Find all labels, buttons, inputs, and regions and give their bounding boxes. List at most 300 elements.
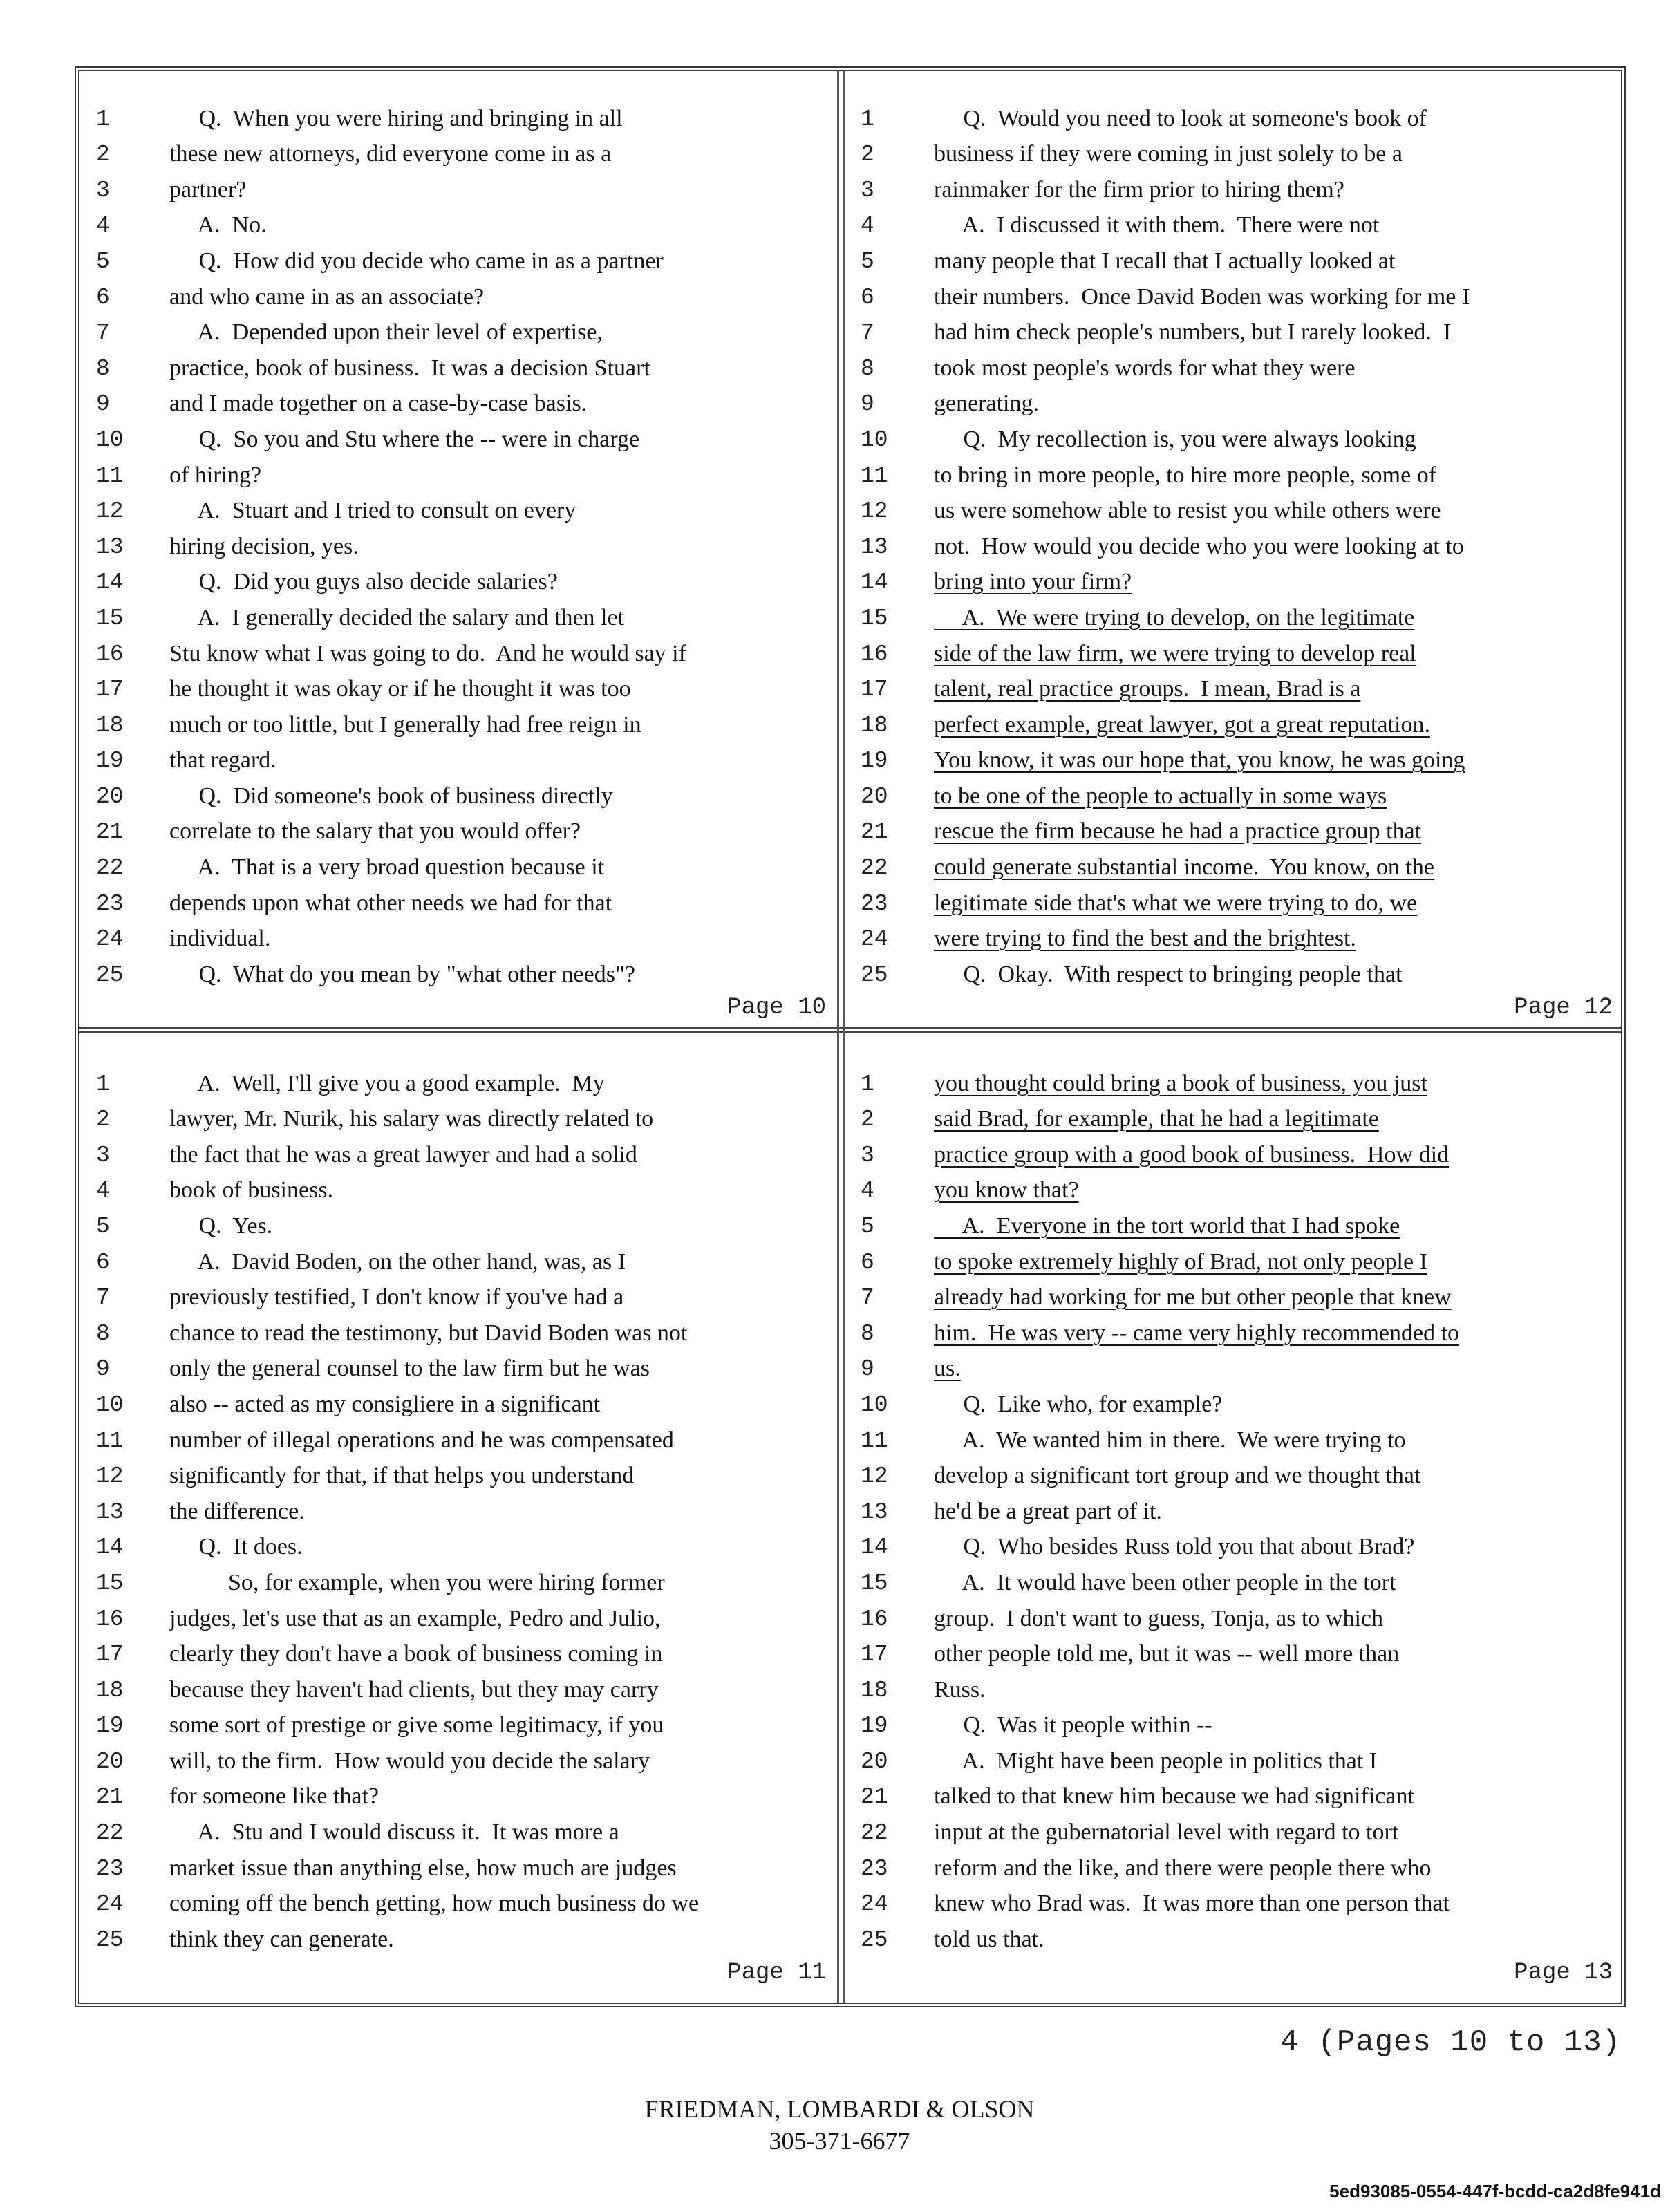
line-number: 18 <box>861 712 888 738</box>
line-text: some sort of prestige or give some legitimacy, if you <box>169 1712 664 1738</box>
transcript-line <box>86 1917 833 1953</box>
line-text: much or too little, but I generally had free reign in <box>169 711 641 738</box>
line-text: you know that? <box>934 1177 1079 1203</box>
transcript-line <box>851 1846 1620 1882</box>
line-text: Stu know what I was going to do. And he would say if <box>169 640 686 666</box>
transcript-line <box>851 1525 1620 1561</box>
transcript-line <box>851 1132 1620 1168</box>
page-summary: 4 (Pages 10 to 13) <box>1279 2025 1621 2060</box>
line-number: 8 <box>861 1320 874 1347</box>
transcript-line <box>851 1311 1620 1347</box>
transcript-line <box>851 631 1620 667</box>
line-text: and who came in as an associate? <box>169 283 485 310</box>
line-text: A. That is a very broad question because it <box>169 854 605 881</box>
transcript-line <box>851 845 1620 881</box>
line-number: 13 <box>96 534 124 560</box>
transcript-line <box>86 453 833 489</box>
line-text: the difference. <box>169 1498 305 1524</box>
line-text: A. It would have been other people in the tort <box>934 1569 1396 1595</box>
line-number: 17 <box>96 1642 124 1668</box>
line-number: 20 <box>861 783 888 809</box>
transcript-line <box>851 917 1620 953</box>
line-text: perfect example, great lawyer, got a great reputation. <box>934 711 1430 738</box>
line-text: You know, it was our hope that, you know, he was going <box>934 747 1465 774</box>
transcript-line <box>851 274 1620 310</box>
transcript-line <box>86 1738 833 1774</box>
line-number: 16 <box>861 641 888 667</box>
line-number: 1 <box>861 1071 874 1097</box>
transcript-line <box>86 1203 833 1239</box>
line-number: 14 <box>861 570 888 596</box>
line-number: 11 <box>861 462 888 489</box>
line-number: 14 <box>96 570 124 596</box>
line-text: rescue the firm because he had a practice group that <box>934 818 1422 845</box>
line-number: 25 <box>861 962 888 988</box>
document-id: 5ed93085-0554-447f-bcdd-ca2d8fe941d <box>1329 2181 1661 2202</box>
transcript-line <box>851 453 1620 489</box>
line-number: 18 <box>861 1677 888 1703</box>
line-text: Q. Okay. With respect to bringing people that <box>934 961 1403 987</box>
transcript-line <box>86 1774 833 1810</box>
line-text: you thought could bring a book of business, you just <box>934 1070 1427 1096</box>
transcript-line <box>86 1347 833 1382</box>
transcript-line <box>86 1846 833 1882</box>
line-number: 19 <box>96 748 124 774</box>
line-text: reform and the like, and there were people there who <box>934 1855 1432 1881</box>
horizontal-divider <box>79 1027 1621 1033</box>
line-number: 21 <box>861 819 888 845</box>
line-text: knew who Brad was. It was more than one person that <box>934 1891 1450 1917</box>
line-number: 11 <box>96 1427 124 1454</box>
transcript-line <box>851 1061 1620 1097</box>
transcript-line <box>851 1454 1620 1490</box>
line-number: 24 <box>96 1891 124 1918</box>
line-number: 4 <box>861 213 874 239</box>
line-text: side of the law firm, we were trying to develop real <box>934 640 1416 666</box>
transcript-line <box>851 132 1620 168</box>
line-text: group. I don't want to guess, Tonja, as to which <box>934 1605 1383 1631</box>
transcript-line <box>851 1168 1620 1204</box>
line-number: 1 <box>96 106 110 132</box>
line-text: depends upon what other needs we had for that <box>169 890 612 916</box>
line-text: because they haven't had clients, but they may carry <box>169 1676 659 1703</box>
line-number: 13 <box>96 1499 124 1525</box>
line-number: 25 <box>96 1927 124 1953</box>
transcript-line <box>851 203 1620 239</box>
line-text: told us that. <box>934 1926 1044 1952</box>
line-text: many people that I recall that I actually looked at <box>934 247 1396 274</box>
line-number: 6 <box>96 284 110 310</box>
transcript-line <box>86 917 833 953</box>
line-text: also -- acted as my consigliere in a significant <box>169 1391 601 1417</box>
transcript-line <box>86 382 833 418</box>
line-number: 20 <box>96 783 124 809</box>
court-reporter-phone: 305-371-6677 <box>769 2127 910 2155</box>
transcript-line <box>86 1596 833 1632</box>
line-text: partner? <box>169 176 247 203</box>
line-list <box>86 1061 833 1953</box>
line-number: 19 <box>861 1713 888 1739</box>
line-number: 11 <box>861 1427 888 1454</box>
transcript-line <box>86 1667 833 1703</box>
line-text: hiring decision, yes. <box>169 533 359 559</box>
line-text: input at the gubernatorial level with regard to tort <box>934 1819 1399 1846</box>
line-number: 24 <box>861 926 888 953</box>
line-number: 3 <box>861 1142 874 1168</box>
transcript-line <box>851 738 1620 774</box>
line-number: 2 <box>861 142 874 168</box>
transcript-line <box>851 1596 1620 1632</box>
line-text: chance to read the testimony, but David Boden was not <box>169 1320 688 1346</box>
transcript-line <box>86 774 833 809</box>
transcript-line <box>851 1738 1620 1774</box>
line-text: Q. Yes. <box>169 1212 273 1239</box>
line-text: market issue than anything else, how much are judges <box>169 1855 677 1881</box>
transcript-line <box>86 1275 833 1311</box>
line-number: 8 <box>96 1320 110 1347</box>
transcript-line <box>851 1560 1620 1596</box>
line-text: Q. So you and Stu where the -- were in charge <box>169 426 640 452</box>
line-text: and I made together on a case-by-case basis. <box>169 391 588 417</box>
transcript-line <box>86 560 833 596</box>
line-number: 16 <box>96 641 124 667</box>
transcript-line <box>86 631 833 667</box>
line-text: A. Everyone in the tort world that I had spoke <box>934 1212 1400 1239</box>
transcript-line <box>851 595 1620 631</box>
line-number: 24 <box>861 1891 888 1918</box>
line-text: A. I discussed it with them. There were not <box>934 212 1380 238</box>
line-number: 21 <box>861 1784 888 1810</box>
line-text: had him check people's numbers, but I rarely looked. I <box>934 319 1452 346</box>
line-number: 5 <box>861 248 874 274</box>
line-text: him. He was very -- came very highly recommended to <box>934 1320 1460 1346</box>
transcript-line <box>86 702 833 738</box>
transcript-line <box>86 738 833 774</box>
transcript-line <box>86 1418 833 1454</box>
line-text: were trying to find the best and the brightest. <box>934 926 1356 952</box>
line-number: 23 <box>861 1855 888 1882</box>
transcript-line <box>851 667 1620 703</box>
transcript-line <box>851 310 1620 346</box>
line-number: 2 <box>861 1107 874 1133</box>
line-number: 21 <box>96 1784 124 1810</box>
transcript-page-13 <box>851 1061 1620 1987</box>
line-number: 18 <box>96 712 124 738</box>
transcript-line <box>851 809 1620 845</box>
line-text: number of illegal operations and he was compensated <box>169 1427 674 1453</box>
line-number: 1 <box>861 106 874 132</box>
line-text: us. <box>934 1356 961 1382</box>
line-number: 10 <box>96 1391 124 1418</box>
transcript-line <box>86 310 833 346</box>
line-number: 7 <box>96 320 110 346</box>
line-text: talent, real practice groups. I mean, Brad is a <box>934 676 1361 702</box>
transcript-line <box>86 524 833 560</box>
line-number: 22 <box>96 1820 124 1846</box>
line-number: 4 <box>96 1178 110 1204</box>
line-text: Q. Did someone's book of business directly <box>169 782 613 809</box>
transcript-line <box>851 1347 1620 1382</box>
line-number: 17 <box>96 677 124 703</box>
line-text: he thought it was okay or if he thought it was too <box>169 676 631 702</box>
line-text: A. Depended upon their level of expertise, <box>169 319 603 346</box>
transcript-line <box>86 132 833 168</box>
line-text: legitimate side that's what we were trying to do, we <box>934 890 1418 916</box>
line-text: only the general counsel to the law firm but he was <box>169 1356 650 1382</box>
line-number: 10 <box>861 1391 888 1418</box>
transcript-line <box>86 1525 833 1561</box>
line-text: us were somehow able to resist you while others were <box>934 498 1441 524</box>
transcript-line <box>86 1311 833 1347</box>
line-number: 14 <box>861 1535 888 1561</box>
transcript-line <box>851 1917 1620 1953</box>
transcript-line <box>86 238 833 274</box>
line-number: 9 <box>96 391 110 418</box>
page-number-label: Page 13 <box>1514 1960 1613 1986</box>
line-number: 20 <box>96 1748 124 1774</box>
transcript-line <box>86 1454 833 1490</box>
line-text: Q. My recollection is, you were always looking <box>934 426 1416 452</box>
transcript-line <box>851 1239 1620 1275</box>
transcript-line <box>851 524 1620 560</box>
page-number-label: Page 10 <box>727 995 826 1021</box>
transcript-line <box>851 1203 1620 1239</box>
transcript-line <box>86 1097 833 1133</box>
transcript-line <box>851 952 1620 988</box>
transcript-line <box>86 167 833 203</box>
transcript-line <box>851 489 1620 525</box>
line-number: 13 <box>861 1499 888 1525</box>
line-text: took most people's words for what they were <box>934 355 1356 381</box>
line-number: 15 <box>861 1570 888 1596</box>
line-text: A. We were trying to develop, on the legitimate <box>934 604 1415 630</box>
line-number: 3 <box>96 177 110 203</box>
line-text: Q. Would you need to look at someone's book of <box>934 105 1427 131</box>
transcript-line <box>86 1061 833 1097</box>
transcript-line <box>86 203 833 239</box>
line-number: 14 <box>96 1535 124 1561</box>
transcript-line <box>86 1239 833 1275</box>
line-text: A. Might have been people in politics that I <box>934 1747 1378 1774</box>
line-number: 17 <box>861 1642 888 1668</box>
line-text: Q. Who besides Russ told you that about Brad? <box>934 1534 1415 1560</box>
line-number: 20 <box>861 1748 888 1774</box>
line-text: previously testified, I don't know if you've had a <box>169 1284 624 1311</box>
line-text: practice, book of business. It was a decision Stuart <box>169 355 650 381</box>
line-text: judges, let's use that as an example, Pedro and Julio, <box>169 1605 661 1631</box>
page-number-label: Page 12 <box>1514 995 1613 1021</box>
line-text: not. How would you decide who you were looking at to <box>934 533 1464 559</box>
line-text: that regard. <box>169 747 276 774</box>
line-number: 6 <box>861 1249 874 1275</box>
line-text: Q. Like who, for example? <box>934 1391 1223 1417</box>
line-number: 9 <box>861 391 874 418</box>
transcript-line <box>86 1632 833 1668</box>
transcript-line <box>86 595 833 631</box>
line-number: 7 <box>96 1285 110 1311</box>
transcript-line <box>851 1382 1620 1418</box>
line-number: 9 <box>861 1356 874 1382</box>
line-number: 19 <box>861 748 888 774</box>
line-text: A. Stu and I would discuss it. It was more a <box>169 1819 619 1846</box>
line-number: 13 <box>861 534 888 560</box>
line-number: 8 <box>96 355 110 382</box>
line-text: other people told me, but it was -- well more than <box>934 1641 1400 1667</box>
line-number: 6 <box>96 1249 110 1275</box>
line-text: for someone like that? <box>169 1783 379 1810</box>
line-number: 22 <box>96 855 124 881</box>
transcript-line <box>86 346 833 382</box>
transcript-line <box>86 845 833 881</box>
line-number: 5 <box>861 1213 874 1239</box>
line-text: could generate substantial income. You know, on the <box>934 854 1434 881</box>
line-number: 2 <box>96 142 110 168</box>
line-number: 19 <box>96 1713 124 1739</box>
transcript-line <box>86 1382 833 1418</box>
line-number: 7 <box>861 1285 874 1311</box>
line-number: 9 <box>96 1356 110 1382</box>
line-text: Q. Did you guys also decide salaries? <box>169 569 558 595</box>
line-number: 12 <box>861 498 888 525</box>
line-text: lawyer, Mr. Nurik, his salary was directly related to <box>169 1106 654 1132</box>
line-text: practice group with a good book of business. How did <box>934 1141 1450 1168</box>
line-text: these new attorneys, did everyone come in as a <box>169 141 612 167</box>
line-text: of hiring? <box>169 462 262 488</box>
transcript-line <box>86 1810 833 1846</box>
line-number: 23 <box>96 890 124 917</box>
line-number: 22 <box>861 1820 888 1846</box>
line-text: Q. When you were hiring and bringing in all <box>169 105 623 131</box>
line-text: A. Stuart and I tried to consult on every <box>169 498 576 524</box>
line-text: So, for example, when you were hiring former <box>169 1569 665 1595</box>
line-text: to spoke extremely highly of Brad, not only people I <box>934 1248 1427 1275</box>
transcript-line <box>86 1560 833 1596</box>
transcript-line <box>86 489 833 525</box>
line-number: 15 <box>96 605 124 631</box>
line-text: Q. How did you decide who came in as a partner <box>169 247 664 274</box>
line-number: 12 <box>861 1463 888 1490</box>
line-number: 25 <box>96 962 124 988</box>
line-number: 1 <box>96 1071 110 1097</box>
vertical-divider <box>837 71 845 2003</box>
line-text: significantly for that, if that helps you understand <box>169 1463 635 1489</box>
line-number: 11 <box>96 462 124 489</box>
transcript-line <box>851 167 1620 203</box>
line-number: 4 <box>861 1178 874 1204</box>
transcript-line <box>851 1774 1620 1810</box>
court-reporter-name: FRIEDMAN, LOMBARDI & OLSON <box>644 2095 1035 2123</box>
line-text: A. No. <box>169 212 267 238</box>
line-number: 10 <box>96 427 124 453</box>
line-number: 15 <box>96 1570 124 1596</box>
line-text: book of business. <box>169 1177 334 1203</box>
line-number: 21 <box>96 819 124 845</box>
line-number: 23 <box>861 890 888 917</box>
transcript-line <box>851 382 1620 418</box>
transcript-line <box>851 702 1620 738</box>
line-text: to be one of the people to actually in some ways <box>934 782 1387 809</box>
transcript-line <box>86 881 833 917</box>
line-text: coming off the bench getting, how much business do we <box>169 1891 700 1917</box>
transcript-line <box>851 1275 1620 1311</box>
line-text: Russ. <box>934 1676 986 1703</box>
line-number: 6 <box>861 284 874 310</box>
line-list <box>851 1061 1620 1953</box>
transcript-line <box>86 1168 833 1204</box>
line-text: A. David Boden, on the other hand, was, as I <box>169 1248 626 1275</box>
transcript-line <box>851 1882 1620 1918</box>
transcript-line <box>86 1489 833 1525</box>
transcript-line <box>86 274 833 310</box>
transcript-sheet <box>75 66 1626 2007</box>
transcript-line <box>86 96 833 132</box>
line-text: talked to that knew him because we had significant <box>934 1783 1414 1810</box>
line-number: 16 <box>861 1606 888 1632</box>
line-text: Q. Was it people within -- <box>934 1712 1212 1738</box>
page-number-label: Page 11 <box>727 1960 826 1986</box>
line-number: 17 <box>861 677 888 703</box>
line-text: he'd be a great part of it. <box>934 1498 1162 1524</box>
transcript-line <box>851 881 1620 917</box>
line-number: 3 <box>96 1142 110 1168</box>
transcript-line <box>86 1132 833 1168</box>
transcript-line <box>86 1703 833 1739</box>
transcript-line <box>851 1418 1620 1454</box>
line-text: will, to the firm. How would you decide the salary <box>169 1747 650 1774</box>
line-text: to bring in more people, to hire more people, some of <box>934 462 1437 488</box>
transcript-line <box>851 96 1620 132</box>
line-text: their numbers. Once David Boden was working for me I <box>934 283 1470 310</box>
line-text: correlate to the salary that you would offer? <box>169 818 581 845</box>
transcript-line <box>851 1489 1620 1525</box>
transcript-line <box>851 1097 1620 1133</box>
line-text: business if they were coming in just solely to be a <box>934 141 1403 167</box>
line-text: bring into your firm? <box>934 569 1132 595</box>
line-number: 4 <box>96 213 110 239</box>
transcript-line <box>851 1810 1620 1846</box>
line-number: 24 <box>96 926 124 953</box>
transcript-line <box>851 1632 1620 1668</box>
line-number: 18 <box>96 1677 124 1703</box>
line-text: Q. It does. <box>169 1534 303 1560</box>
line-text: A. We wanted him in there. We were trying to <box>934 1427 1406 1453</box>
transcript-line <box>851 346 1620 382</box>
line-text: clearly they don't have a book of business coming in <box>169 1641 663 1667</box>
line-list <box>851 96 1620 988</box>
line-text: think they can generate. <box>169 1926 394 1952</box>
line-text: Q. What do you mean by "what other needs"? <box>169 961 635 987</box>
line-text: develop a significant tort group and we thought that <box>934 1463 1421 1489</box>
transcript-line <box>86 667 833 703</box>
transcript-page-11 <box>86 1061 833 1987</box>
line-number: 22 <box>861 855 888 881</box>
transcript-line <box>851 417 1620 453</box>
line-number: 7 <box>861 320 874 346</box>
line-number: 16 <box>96 1606 124 1632</box>
line-text: the fact that he was a great lawyer and had a solid <box>169 1141 637 1168</box>
transcript-line <box>86 809 833 845</box>
transcript-line <box>851 774 1620 809</box>
line-number: 10 <box>861 427 888 453</box>
line-number: 12 <box>96 498 124 525</box>
line-number: 23 <box>96 1855 124 1882</box>
transcript-line <box>851 238 1620 274</box>
transcript-page-10 <box>86 96 833 1022</box>
line-text: generating. <box>934 391 1039 417</box>
line-number: 25 <box>861 1927 888 1953</box>
line-text: A. I generally decided the salary and then let <box>169 604 625 630</box>
line-number: 8 <box>861 355 874 382</box>
